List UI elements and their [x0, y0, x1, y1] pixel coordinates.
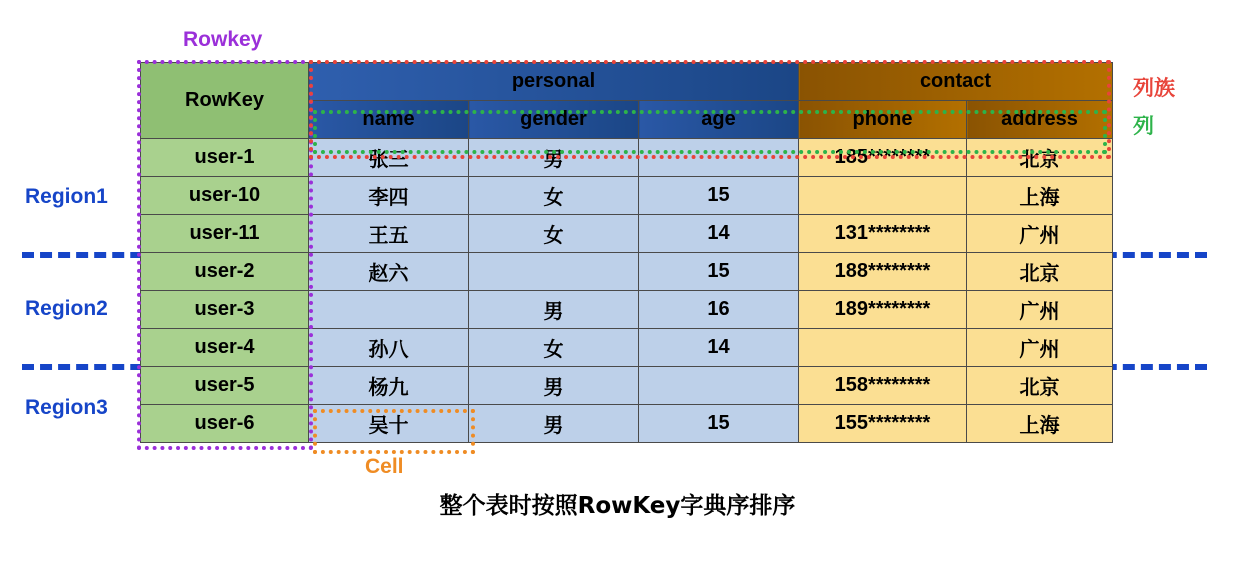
cell-address: 北京: [967, 253, 1113, 291]
cell-address: 广州: [967, 215, 1113, 253]
header-column-phone: phone: [799, 101, 967, 139]
table-row: [141, 405, 1113, 443]
table-row: [141, 253, 1113, 291]
cell-gender: 女: [469, 177, 639, 215]
table-row: [141, 215, 1113, 253]
cell-name: 吴十: [309, 405, 469, 443]
header-family-contact: contact: [799, 63, 1113, 101]
cell-age: [639, 367, 799, 405]
table-header-row-families: [141, 63, 1113, 101]
cell-phone: 188********: [799, 253, 967, 291]
rowkey-annotation-label: Rowkey: [183, 28, 263, 51]
cell-gender: 男: [469, 139, 639, 177]
cell-name: 李四: [309, 177, 469, 215]
hbase-schema-table: [140, 62, 1113, 443]
cell-gender: 男: [469, 367, 639, 405]
cell-phone: 189********: [799, 291, 967, 329]
cell-rowkey: user-3: [141, 291, 309, 329]
region1-label: Region1: [25, 185, 108, 208]
cell-age: 16: [639, 291, 799, 329]
region3-label: Region3: [25, 396, 108, 419]
cell-name: 孙八: [309, 329, 469, 367]
cell-age: 15: [639, 405, 799, 443]
cell-name: [309, 291, 469, 329]
header-rowkey: RowKey: [141, 63, 309, 139]
cell-address: 北京: [967, 139, 1113, 177]
cell-phone: 185********: [799, 139, 967, 177]
cell-rowkey: user-4: [141, 329, 309, 367]
cell-phone: [799, 329, 967, 367]
cell-phone: 131********: [799, 215, 967, 253]
cell-gender: [469, 253, 639, 291]
cell-age: [639, 139, 799, 177]
table-row: [141, 367, 1113, 405]
cell-gender: 男: [469, 405, 639, 443]
table-row: [141, 177, 1113, 215]
header-column-address: address: [967, 101, 1113, 139]
header-column-gender: gender: [469, 101, 639, 139]
header-family-personal: personal: [309, 63, 799, 101]
table-row: [141, 139, 1113, 177]
cell-name: 张三: [309, 139, 469, 177]
cell-address: 上海: [967, 177, 1113, 215]
cell-age: 15: [639, 177, 799, 215]
cell-name: 赵六: [309, 253, 469, 291]
cell-phone: 155********: [799, 405, 967, 443]
header-column-name: name: [309, 101, 469, 139]
cell-address: 上海: [967, 405, 1113, 443]
cell-address: 广州: [967, 291, 1113, 329]
cell-rowkey: user-10: [141, 177, 309, 215]
cell-gender: 女: [469, 329, 639, 367]
cell-rowkey: user-2: [141, 253, 309, 291]
cell-address: 北京: [967, 367, 1113, 405]
region2-label: Region2: [25, 297, 108, 320]
cell-rowkey: user-11: [141, 215, 309, 253]
diagram-caption: 整个表时按照RowKey字典序排序: [439, 493, 796, 519]
header-column-age: age: [639, 101, 799, 139]
cell-phone: [799, 177, 967, 215]
table-row: [141, 291, 1113, 329]
cell-rowkey: user-5: [141, 367, 309, 405]
cell-rowkey: user-6: [141, 405, 309, 443]
table-row: [141, 329, 1113, 367]
column-family-annotation-label: 列族: [1133, 76, 1175, 100]
cell-rowkey: user-1: [141, 139, 309, 177]
cell-phone: 158********: [799, 367, 967, 405]
cell-gender: 男: [469, 291, 639, 329]
cell-annotation-label: Cell: [365, 455, 404, 478]
cell-age: 14: [639, 215, 799, 253]
cell-gender: 女: [469, 215, 639, 253]
cell-name: 王五: [309, 215, 469, 253]
cell-age: 15: [639, 253, 799, 291]
cell-address: 广州: [967, 329, 1113, 367]
cell-name: 杨九: [309, 367, 469, 405]
column-annotation-label: 列: [1133, 114, 1154, 138]
cell-age: 14: [639, 329, 799, 367]
